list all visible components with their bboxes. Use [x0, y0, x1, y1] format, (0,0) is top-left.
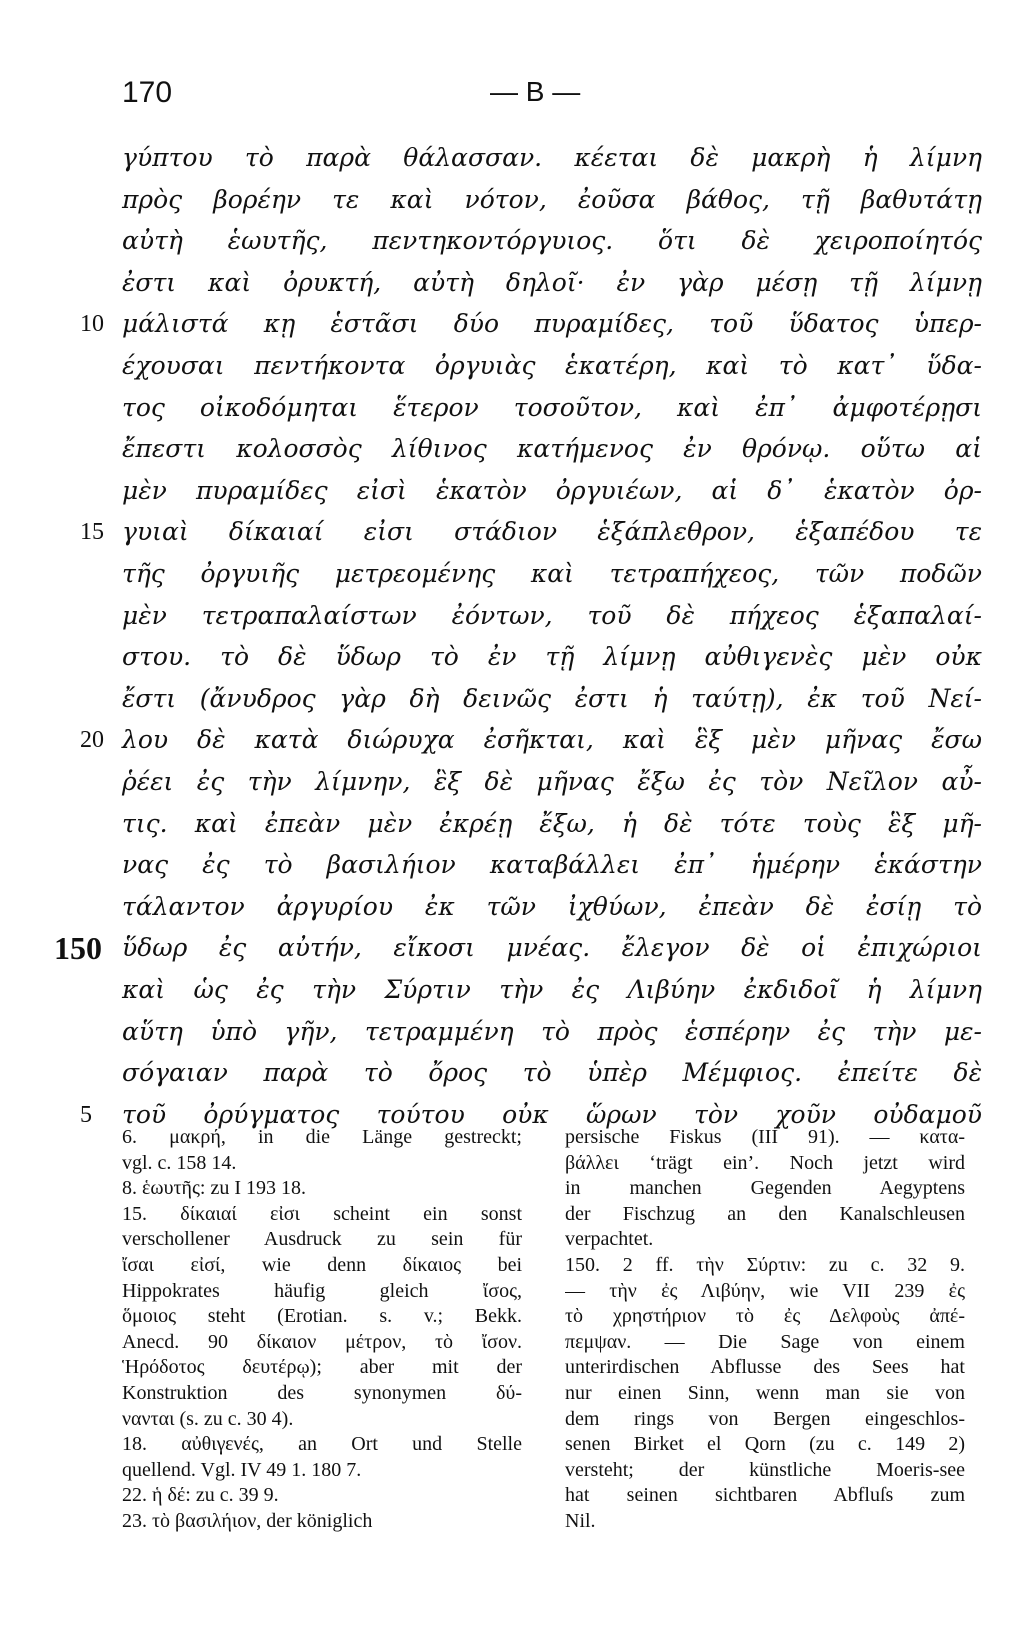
text-line: [0, 304, 1024, 348]
line-text: μὲν τετραπαλαίστων ἐόντων, τοῦ δὲ πήχεος ἑξαπαλαί-: [122, 600, 982, 630]
note-line: unterirdischen Abflusse des Sees hat: [565, 1356, 965, 1379]
page-number: 170: [122, 76, 173, 109]
note-line: — τὴν ἐς Λιβύην, wie VII 239 ἐς: [565, 1279, 965, 1302]
text-line: [0, 346, 1024, 390]
note-line: versteht; der künstliche Moeris-see: [565, 1458, 965, 1481]
note-line: τὸ χρηστήριον τὸ ἐς Δελφοὺς ἀπέ-: [565, 1305, 965, 1328]
line-text: έχουσαι πεντήκοντα ὀργυιὰς ἑκατέρη, καὶ τὸ κατ᾽ ὕδα-: [122, 351, 982, 380]
note-line: 6. μακρή, in die Länge gestreckt;: [122, 1126, 522, 1148]
note-line: Ἡρόδοτος δευτέρῳ); aber mit der: [122, 1356, 522, 1379]
text-line: [0, 1053, 1024, 1097]
text-line: [0, 138, 1024, 182]
note-line: Nil.: [565, 1509, 596, 1532]
line-text: αὕτη ὑπὸ γῆν, τετραμμένη τὸ πρὸς ἑσπέρην ἐς τὴν με-: [122, 1016, 982, 1046]
chapter-number: 150: [54, 930, 102, 967]
line-text: αὐτὴ ἑωυτῆς, πεντηκοντόργυιος. ὅτι δὲ χειροποίητός: [122, 226, 982, 256]
note-line: in manchen Gegenden Aegyptens: [565, 1177, 965, 1200]
text-line: [0, 762, 1024, 806]
line-number: 10: [80, 311, 104, 338]
line-text: τος οἰκοδόμηται ἕτερον τοσοῦτον, καὶ ἐπ᾽ ἀμφοτέρῃσι: [122, 392, 982, 422]
text-line: [0, 928, 1024, 972]
text-line: [0, 887, 1024, 931]
line-text: λου δὲ κατὰ διώρυχα ἐσῆκται, καὶ ἓξ μὲν μῆνας ἔσω: [122, 725, 982, 755]
text-line: [0, 679, 1024, 723]
note-line: πεμψαν. — Die Sage von einem: [565, 1330, 965, 1353]
line-text: τις. καὶ ἐπεὰν μὲν ἐκρέῃ ἔξω, ἡ δὲ τότε τοὺς ἓξ μῆ-: [122, 808, 982, 838]
note-line: senen Birket el Qorn (zu c. 149 2): [565, 1433, 965, 1456]
line-text: γυιαὶ δίκαιαί εἰσι στάδιον ἑξάπλεθρον, ἑξαπέδου τε: [122, 517, 982, 547]
line-text: πρὸς βορέην τε καὶ νότον, ἐοῦσα βάθος, τῇ βαθυτάτῃ: [122, 184, 982, 214]
notes-left-column: [122, 1125, 522, 1535]
line-text: ῥέει ἐς τὴν λίμνην, ἓξ δὲ μῆνας ἔξω ἐς τὸν Νεῖλον αὖ-: [122, 767, 982, 796]
note-line: νανται (s. zu c. 30 4).: [122, 1407, 294, 1430]
note-line: 15. δίκαιαί εἰσι scheint ein sonst: [122, 1202, 522, 1225]
line-text: ἐστι καὶ ὀρυκτή, αὐτὴ δηλοῖ· ἐν γὰρ μέσῃ τῇ λίμνῃ: [122, 267, 982, 297]
text-line: [0, 804, 1024, 848]
note-line: nur einen Sinn, wenn man sie von: [565, 1381, 965, 1404]
page-header: [0, 76, 1024, 116]
line-number: 20: [80, 727, 104, 754]
text-line: [0, 554, 1024, 598]
note-line: der Fischzug an den Kanalschleusen: [565, 1202, 965, 1225]
note-line: 18. αὐθιγενές, an Ort und Stelle: [122, 1433, 522, 1456]
line-text: τάλαντον ἀργυρίου ἐκ τῶν ἰχθύων, ἐπεὰν δὲ ἐσίῃ τὸ: [122, 891, 982, 921]
note-line: dem rings von Bergen eingeschlos-: [565, 1407, 965, 1430]
note-line: 23. τὸ βασιλήιον, der königlich: [122, 1509, 373, 1532]
note-line: hat seinen sichtbaren Abfluſs zum: [565, 1484, 965, 1507]
text-line: [0, 180, 1024, 224]
note-line: Anecd. 90 δίκαιον μέτρον, τὸ ἴσον.: [122, 1330, 522, 1353]
text-line: [0, 429, 1024, 473]
text-line: [0, 512, 1024, 556]
line-number: 5: [80, 1101, 92, 1128]
note-line: Konstruktion des synonymen δύ-: [122, 1381, 522, 1404]
running-head: — B —: [490, 76, 581, 107]
line-text: μὲν πυραμίδες εἰσὶ ἑκατὸν ὀργυιέων, αἱ δ᾽ ἑκατὸν ὀρ-: [122, 475, 982, 505]
text-line: [0, 596, 1024, 640]
line-text: τῆς ὀργυιῆς μετρεομένης καὶ τετραπήχεος, τῶν ποδῶν: [122, 559, 982, 588]
text-line: [0, 221, 1024, 265]
text-line: [0, 845, 1024, 889]
line-text: μάλιστά κῃ ἑστᾶσι δύο πυραμίδες, τοῦ ὕδατος ὑπερ-: [122, 309, 982, 339]
note-line: 150. 2 ff. τὴν Σύρτιν: zu c. 32 9.: [565, 1253, 965, 1276]
line-text: ἔπεστι κολοσσὸς λίθινος κατήμενος ἐν θρόνῳ. οὕτω αἱ: [122, 434, 982, 464]
text-line: [0, 970, 1024, 1014]
line-text: τοῦ ὀρύγματος τούτου οὐκ ὥρων τὸν χοῦν οὐδαμοῦ: [122, 1099, 982, 1129]
line-text: ὕδωρ ἐς αὐτήν, εἴκοσι μνέας. ἔλεγον δὲ οἱ ἐπιχώριοι: [122, 933, 982, 963]
line-text: ἔστι (ἄνυδρος γὰρ δὴ δεινῶς ἐστι ἡ ταύτῃ), ἐκ τοῦ Νεί-: [122, 683, 982, 713]
line-text: γύπτου τὸ παρὰ θάλασσαν. κέεται δὲ μακρὴ ἡ λίμνη: [122, 143, 982, 172]
note-line: ὅμοιος steht (Erotian. s. v.; Bekk.: [122, 1305, 522, 1328]
text-line: [0, 263, 1024, 307]
line-number: 15: [80, 519, 104, 546]
text-line: [0, 1012, 1024, 1056]
line-text: νας ἐς τὸ βασιλήιον καταβάλλει ἐπ᾽ ἡμέρην ἑκάστην: [122, 850, 982, 880]
text-line: [0, 388, 1024, 432]
note-line: βάλλει ‘trägt ein’. Noch jetzt wird: [565, 1151, 965, 1174]
note-line: verschollener Ausdruck zu sein für: [122, 1228, 522, 1251]
line-text: σόγαιαν παρὰ τὸ ὄρος τὸ ὑπὲρ Μέμφιος. ἐπείτε δὲ: [122, 1058, 982, 1088]
text-line: [0, 637, 1024, 681]
notes-right-column: [565, 1125, 965, 1535]
note-line: persische Fiskus (III 91). — κατα-: [565, 1126, 965, 1148]
line-text: στου. τὸ δὲ ὕδωρ τὸ ἐν τῇ λίμνῃ αὐθιγενὲς μὲν οὐκ: [122, 642, 982, 672]
text-line: [0, 471, 1024, 515]
text-line: [0, 720, 1024, 764]
note-line: quellend. Vgl. IV 49 1. 180 7.: [122, 1458, 362, 1481]
note-line: 22. ἡ δέ: zu c. 39 9.: [122, 1484, 279, 1507]
note-line: ἴσαι εἰσί, wie denn δίκαιος bei: [122, 1253, 522, 1276]
note-line: vgl. c. 158 14.: [122, 1151, 237, 1174]
note-line: verpachtet.: [565, 1228, 654, 1251]
line-text: καὶ ὡς ἐς τὴν Σύρτιν τὴν ἐς Λιβύην ἐκδιδοῖ ἡ λίμνη: [122, 975, 982, 1004]
note-line: Hippokrates häufig gleich ἴσος,: [122, 1279, 522, 1302]
note-line: 8. ἑωυτῆς: zu I 193 18.: [122, 1177, 306, 1200]
